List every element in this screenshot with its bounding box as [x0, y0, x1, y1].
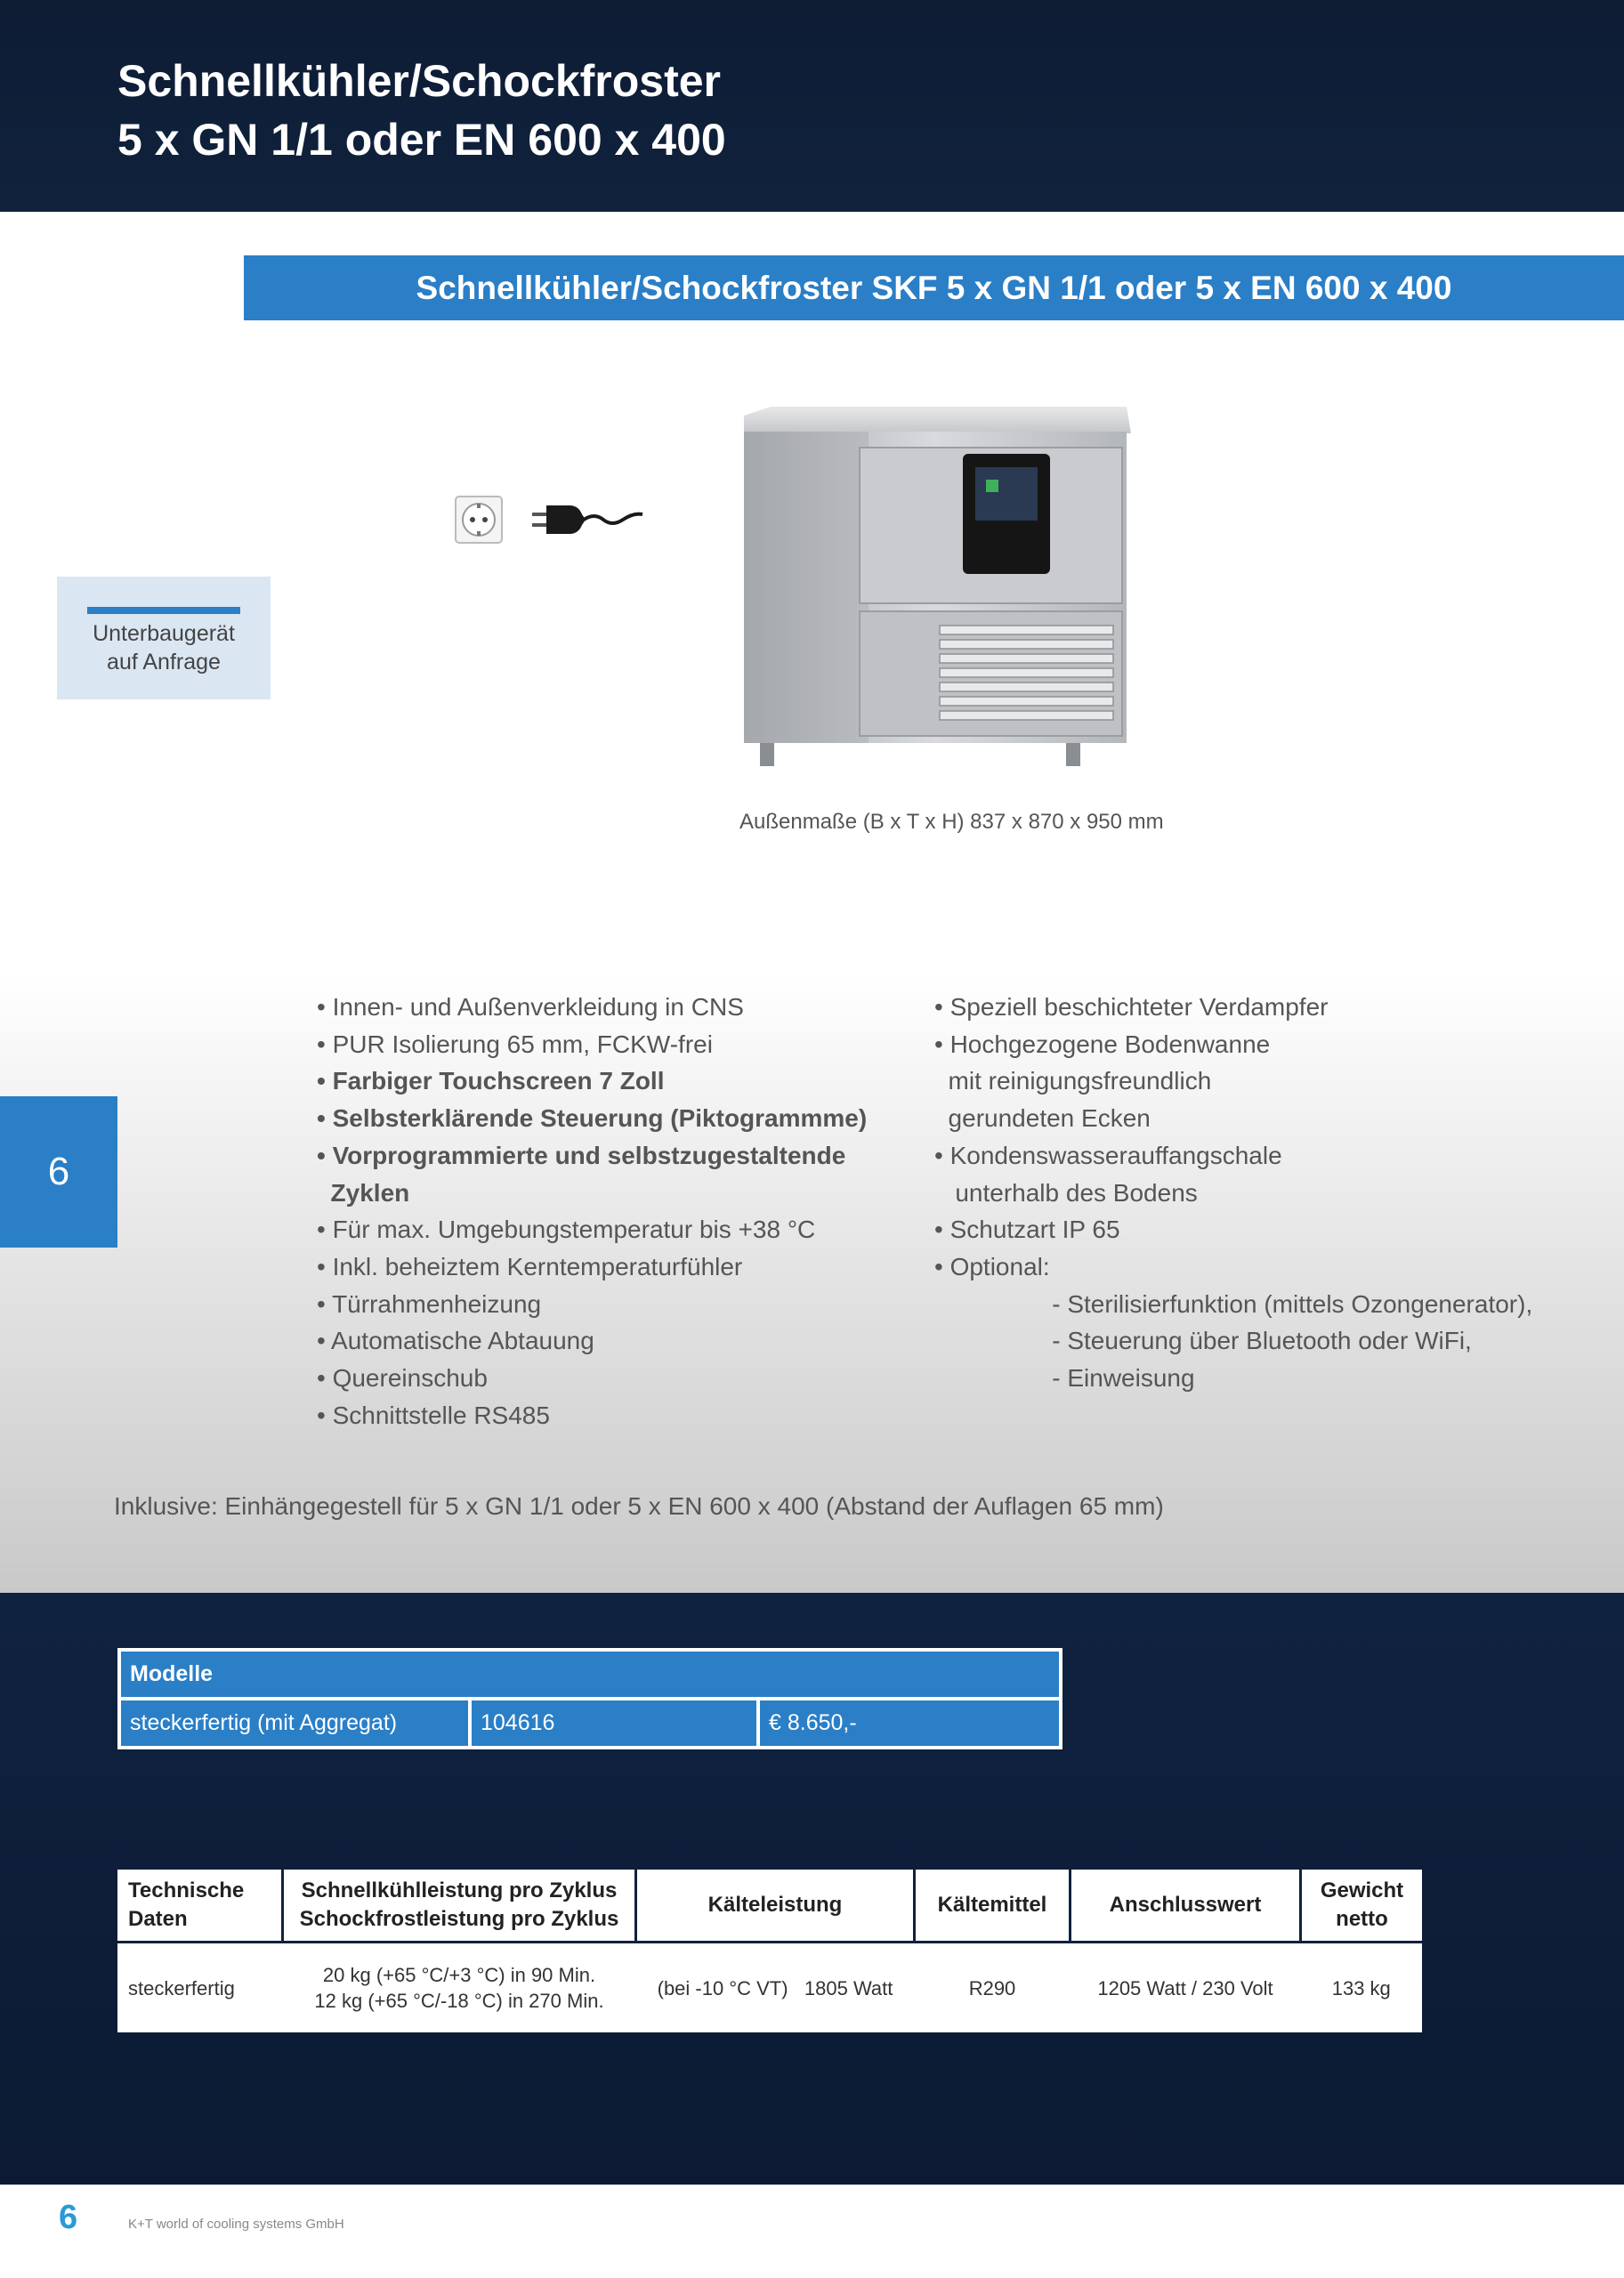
under-counter-note	[57, 577, 271, 699]
chapter-number: 6	[47, 1150, 70, 1193]
feature-item: • Schutzart IP 65	[934, 1216, 1120, 1244]
feature-item: mit reinigungsfreundlich	[934, 1067, 1212, 1095]
product-title-bar	[244, 255, 1624, 320]
feature-item: • Kondenswasserauffangschale	[934, 1141, 1282, 1169]
table-row	[119, 1699, 1061, 1748]
footer-company: K+T world of cooling systems GmbH	[128, 2217, 344, 2232]
note-line2: auf Anfrage	[107, 650, 221, 675]
feature-item: • Speziell beschichteter Verdampfer	[934, 993, 1329, 1021]
tech-connection: 1205 Watt / 230 Volt	[1071, 1943, 1301, 2033]
feature-item: • Inkl. beheiztem Kerntemperaturfühler	[317, 1252, 743, 1280]
features-list-left	[317, 989, 867, 1434]
header-technical-data	[117, 1870, 283, 1943]
footer-page-number: 6	[59, 2199, 78, 2236]
tech-type: steckerfertig	[117, 1943, 283, 2033]
technical-data-table	[117, 1870, 1422, 2032]
header-technical-data-line2: Daten	[128, 1907, 188, 1931]
page-title-line2: 5 x GN 1/1 oder EN 600 x 400	[117, 115, 726, 165]
header-weight-line2: netto	[1336, 1907, 1388, 1931]
feature-item: • Optional:	[934, 1252, 1050, 1280]
power-plug-icon	[454, 491, 650, 553]
feature-item: • Innen- und Außenverkleidung in CNS	[317, 993, 744, 1021]
feature-item: • Vorprogrammierte und selbstzugestaltende	[317, 1141, 846, 1169]
feature-item: - Einweisung	[934, 1364, 1195, 1393]
outer-dimensions: Außenmaße (B x T x H) 837 x 870 x 950 mm	[739, 810, 1164, 834]
feature-item: • Türrahmenheizung	[317, 1289, 542, 1318]
chapter-tab	[0, 1096, 117, 1248]
header-technical-data-line1: Technische	[128, 1878, 245, 1902]
header-connection: Anschlusswert	[1071, 1870, 1301, 1943]
features-list-right	[934, 989, 1532, 1397]
header-weight-line1: Gewicht	[1320, 1878, 1404, 1902]
capacity-chill: 20 kg (+65 °C/+3 °C) in 90 Min.	[322, 1964, 596, 1986]
page-title-line1: Schnellkühler/Schockfroster	[117, 56, 722, 106]
feature-item: Zyklen	[317, 1178, 410, 1207]
article-number: 104616	[470, 1699, 758, 1748]
feature-item: • Hochgezogene Bodenwanne	[934, 1030, 1271, 1058]
models-header: Modelle	[119, 1650, 1061, 1699]
page-footer	[0, 2185, 1624, 2278]
header-weight	[1301, 1870, 1423, 1943]
feature-item: • Quereinschub	[317, 1364, 488, 1393]
feature-item: • Für max. Umgebungstemperatur bis +38 °C	[317, 1216, 816, 1244]
price: € 8.650,-	[758, 1699, 1061, 1748]
feature-item: gerundeten Ecken	[934, 1104, 1151, 1133]
page-header	[0, 0, 1624, 212]
capacity-freeze: 12 kg (+65 °C/-18 °C) in 270 Min.	[314, 1990, 604, 2012]
header-capacity	[283, 1870, 636, 1943]
tech-capacity	[283, 1943, 636, 2033]
feature-item: • Schnittstelle RS485	[317, 1401, 550, 1429]
feature-item: • Automatische Abtauung	[317, 1327, 594, 1355]
feature-item: - Sterilisierfunktion (mittels Ozongenerator),	[934, 1289, 1533, 1318]
note-accent-bar	[87, 607, 240, 614]
note-text	[57, 619, 271, 676]
product-title: Schnellkühler/Schockfroster SKF 5 x GN 1/1 oder 5 x EN 600 x 400	[416, 270, 1452, 306]
included-accessories: Inklusive: Einhängegestell für 5 x GN 1/1 oder 5 x EN 600 x 400 (Abstand der Auflagen 65 mm)	[114, 1492, 1164, 1520]
table-row	[117, 1943, 1422, 2033]
header-capacity-line1: Schnellkühlleistung pro Zyklus	[301, 1878, 618, 1902]
feature-item: • Selbsterklärende Steuerung (Piktogrammme)	[317, 1104, 868, 1133]
tech-weight: 133 kg	[1301, 1943, 1423, 2033]
models-table	[117, 1648, 1062, 1749]
header-capacity-line2: Schockfrostleistung pro Zyklus	[299, 1907, 619, 1931]
blast-chiller-image	[735, 405, 1135, 779]
note-line1: Unterbaugerät	[93, 621, 235, 646]
models-header-row	[119, 1650, 1061, 1699]
header-refrigerant: Kältemittel	[915, 1870, 1071, 1943]
tech-cooling-capacity: (bei -10 °C VT) 1805 Watt	[636, 1943, 915, 2033]
feature-item: unterhalb des Bodens	[934, 1178, 1198, 1207]
feature-item: • PUR Isolierung 65 mm, FCKW-frei	[317, 1030, 713, 1058]
header-cooling-capacity: Kälteleistung	[636, 1870, 915, 1943]
tech-header-row	[117, 1870, 1422, 1943]
feature-item: • Farbiger Touchscreen 7 Zoll	[317, 1067, 665, 1095]
tech-refrigerant: R290	[915, 1943, 1071, 2033]
model-type: steckerfertig (mit Aggregat)	[119, 1699, 470, 1748]
page-title	[117, 52, 726, 169]
feature-item: - Steuerung über Bluetooth oder WiFi,	[934, 1327, 1472, 1355]
